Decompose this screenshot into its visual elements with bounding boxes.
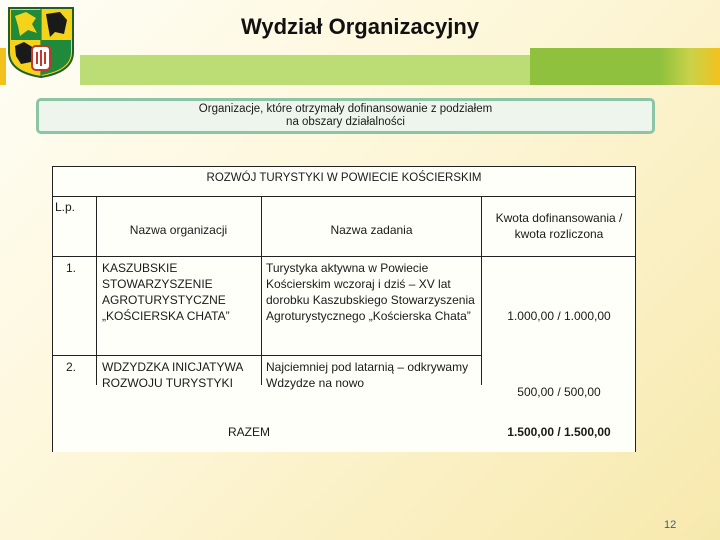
subtitle-line: Organizacje, które otrzymały dofinansowanie z podziałem bbox=[198, 103, 493, 115]
row-2-organization: WDZYDZKA INICJATYWA ROZWOJU TURYSTYKI bbox=[102, 360, 244, 390]
funding-table bbox=[52, 166, 636, 452]
table-section-title: ROZWÓJ TURYSTYKI W POWIECIE KOŚCIERSKIM bbox=[206, 172, 482, 184]
header-decoration-bar bbox=[0, 48, 720, 85]
header-amount: Kwota dofinansowania / kwota rozliczona bbox=[495, 211, 623, 241]
total-amount: 1.500,00 / 1.500,00 bbox=[507, 425, 611, 439]
row-2-task: Najciemniej pod latarnią – odkrywamy Wdzydze na nowo bbox=[266, 360, 469, 390]
subtitle-box bbox=[36, 98, 655, 134]
page-number: 12 bbox=[664, 519, 677, 531]
row-1-task: Turystyka aktywna w Powiecie Kościerskim wczoraj i dziś – XV lat dorobku Kaszubskiego Stowarzyszenia Agroturystycznego „Kościerska Chata” bbox=[266, 261, 475, 323]
header-task: Nazwa zadania bbox=[330, 223, 413, 237]
row-1-organization: KASZUBSKIE STOWARZYSZENIE AGROTURYSTYCZNE „KOŚCIERSKA CHATA” bbox=[102, 261, 230, 323]
header-lp: L.p. bbox=[55, 200, 76, 214]
subtitle-line: na obszary działalności bbox=[286, 116, 405, 128]
row-2-amount: 500,00 / 500,00 bbox=[517, 385, 601, 399]
row-1-amount: 1.000,00 / 1.000,00 bbox=[507, 309, 611, 323]
row-1-lp: 1. bbox=[66, 261, 77, 275]
header-organization: Nazwa organizacji bbox=[129, 223, 228, 237]
total-label: RAZEM bbox=[228, 425, 270, 439]
page-title: Wydział Organizacyjny bbox=[240, 14, 479, 39]
row-2-lp: 2. bbox=[66, 360, 77, 374]
